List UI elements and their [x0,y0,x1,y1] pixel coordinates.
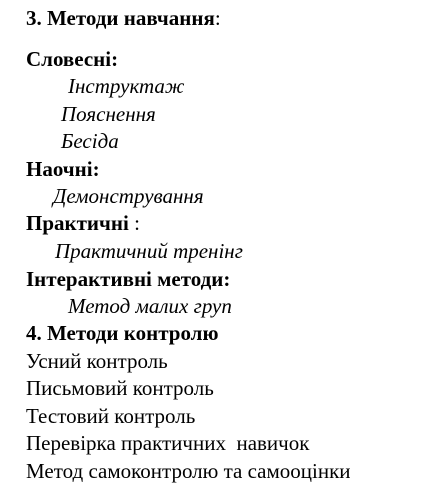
control-item-self-assessment: Метод самоконтролю та самооцінки [26,459,351,483]
group-label-verbal: Словесні: [26,47,119,71]
group-label-visual: Наочні: [26,157,100,181]
group-item-explanation: Пояснення [61,102,156,126]
group-item-practical-training: Практичний тренінг [55,239,243,263]
section-3-title-colon: : [214,6,221,30]
control-item-oral: Усний контроль [26,349,168,373]
control-item-practical-skills: Перевірка практичних навичок [26,431,310,455]
group-label-practical-line [26,211,140,235]
section-3-title: 3. Методи навчання [26,6,215,30]
control-item-test: Тестовий контроль [26,404,196,428]
control-item-written: Письмовий контроль [26,376,214,400]
group-label-interactive: Інтерактивні методи: [26,267,231,291]
group-item-instruction: Інструктаж [68,74,185,98]
group-item-demonstration: Демонстрування [53,184,204,208]
group-label-practical: Практичні [26,211,129,235]
section-3-heading [26,6,221,30]
section-4-title: 4. Методи контролю [26,321,219,345]
group-label-practical-colon: : [128,211,140,235]
group-item-conversation: Бесіда [61,129,119,153]
group-item-small-groups: Метод малих груп [68,294,232,318]
